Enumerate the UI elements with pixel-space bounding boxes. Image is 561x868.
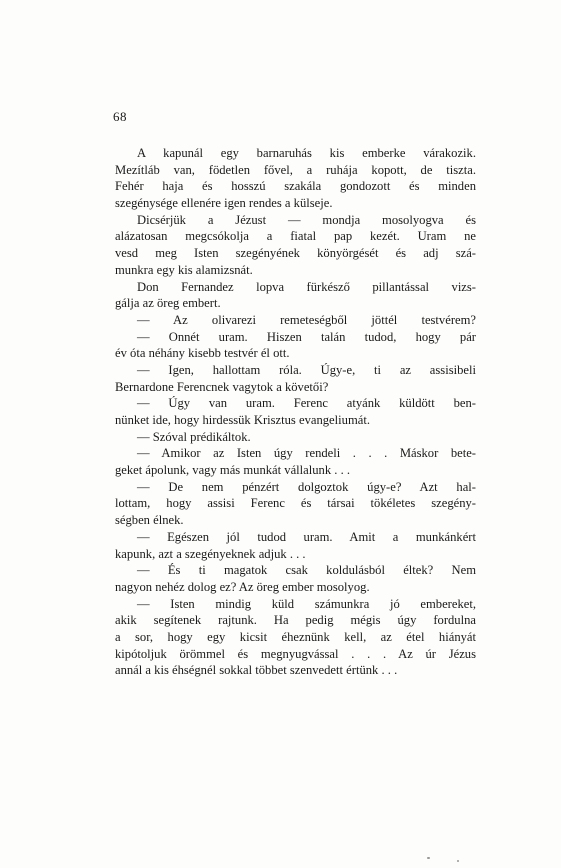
text-line: a sor, hogy egy kicsit éheznünk kell, az étel hiányát xyxy=(115,629,476,644)
text-line: Don Fernandez lopva fürkésző pillantással vizs- xyxy=(137,279,476,294)
text-line: Dicsérjük a Jézust — mondja mosolyogva és xyxy=(137,212,476,227)
text-line: annál a kis éhségnél sokkal többet szenvedett értünk . . . xyxy=(115,663,398,678)
text-line: nünket ide, hogy hirdessük Krisztus evangeliumát. xyxy=(115,413,370,427)
text-line: — És ti magatok csak koldulásból éltek? Nem xyxy=(137,563,476,578)
text-line: — Szóval prédikáltok. xyxy=(137,429,251,444)
body-text xyxy=(115,145,476,679)
text-line: geket ápolunk, vagy más munkát vállalunk . . . xyxy=(115,463,351,478)
text-line: Bernardone Ferencnek vagytok a követői? xyxy=(115,379,329,394)
text-line: gálja az öreg embert. xyxy=(115,296,221,311)
page-number: 68 xyxy=(113,109,127,124)
text-line: szegénysége ellenére igen rendes a külseje. xyxy=(115,196,333,211)
text-line: alázatosan megcsókolja a fiatal pap kezét. Uram ne xyxy=(115,229,476,244)
text-line: — Az olivarezi remeteségből jöttél testvérem? xyxy=(137,312,476,327)
text-line: nagyon nehéz dolog ez? Az öreg ember mosolyog. xyxy=(115,579,370,594)
text-line: — Igen, hallottam róla. Úgy-e, ti az assisibeli xyxy=(137,362,476,377)
text-line: kapunk, azt a szegényeknek adjuk . . . xyxy=(115,546,306,561)
text-line: kipótoljuk örömmel és megnyugvással . . . Az úr Jézus xyxy=(115,646,476,661)
text-line: — Isten mindig küld számunkra jó embereket, xyxy=(137,596,476,611)
scan-speck xyxy=(427,857,430,859)
text-line: munkra egy kis alamizsnát. xyxy=(115,262,253,277)
text-line: A kapunál egy barnaruhás kis emberke várakozik. xyxy=(137,146,476,160)
text-line: akik segítenek rajtunk. Ha pedig mégis úgy fordulna xyxy=(115,613,476,628)
text-line: év óta néhány kisebb testvér él ott. xyxy=(115,346,290,361)
text-line: Fehér haja és hosszú szakála gondozott és minden xyxy=(115,179,476,194)
text-line: vesd meg Isten szegényének könyörgését és adj szá- xyxy=(115,246,476,261)
text-line: — De nem pénzért dolgoztok úgy-e? Azt hal- xyxy=(137,479,476,494)
text-line: — Egészen jól tudod uram. Amit a munkánkért xyxy=(137,529,476,544)
text-line: — Úgy van uram. Ferenc atyánk küldött ben- xyxy=(137,396,476,411)
text-line: lottam, hogy assisi Ferenc és társai tökéletes szegény- xyxy=(115,496,476,511)
text-line: — Amikor az Isten úgy rendeli . . . Máskor bete- xyxy=(137,446,476,461)
text-line: — Onnét uram. Hiszen talán tudod, hogy pár xyxy=(137,329,476,344)
scan-speck xyxy=(457,860,459,862)
text-line: Mezítláb van, födetlen fővel, a ruhája kopott, de tiszta. xyxy=(115,162,476,177)
text-line: ségben élnek. xyxy=(115,513,184,528)
